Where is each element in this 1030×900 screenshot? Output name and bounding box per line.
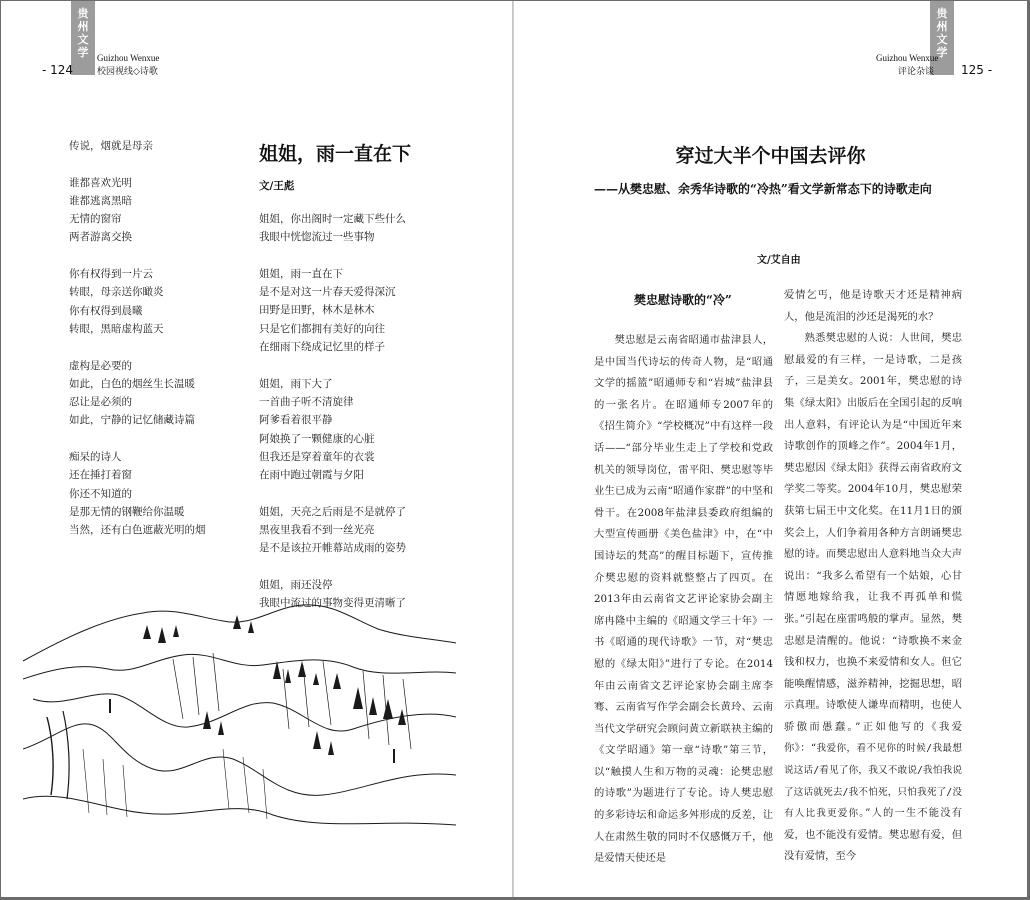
- article-paragraph: [784, 328, 962, 868]
- header-section: 校园视线◇诗歌: [97, 67, 158, 77]
- poem-line: 在雨中跑过朝霞与夕阳: [259, 469, 364, 482]
- poem-line: 在细雨下绕成记忆里的样子: [259, 341, 385, 354]
- poem-line: 你还不知道的: [69, 487, 132, 500]
- poem-line: 一首曲子听不清旋律: [259, 395, 354, 408]
- poem-line: 忍让是必须的: [69, 396, 132, 409]
- page-number: - 124: [42, 63, 74, 77]
- poem-line: 只是它们都拥有美好的向往: [259, 322, 385, 335]
- stanza-break: [259, 558, 406, 576]
- section-heading: 樊忠慰诗歌的“冷”: [634, 293, 732, 307]
- poem-line: 还在捶打着窗: [69, 469, 132, 482]
- poem-line: 你有权得到一片云: [69, 268, 153, 281]
- poem-line: 谁都逃离黑暗: [69, 194, 132, 207]
- article-column-right: [784, 285, 962, 868]
- left-page: [1, 1, 512, 897]
- poem-line: 黑夜里我看不到一丝光亮: [259, 524, 375, 537]
- poem-line: 谁都喜欢光明: [69, 176, 132, 189]
- poem-line: 转眼，母亲送你瞰炎: [69, 286, 164, 299]
- stanza-break: [69, 247, 206, 265]
- poem-line: 姐姐，雨还没停: [259, 578, 333, 591]
- poem-line: 姐姐，天亮之后雨是不是就停了: [259, 505, 406, 518]
- poem-line: 你有权得到晨曦: [69, 304, 143, 317]
- poem-line: 是那无情的钢鞭给你温暖: [69, 505, 185, 518]
- magazine-tab: [71, 1, 95, 75]
- article-column-left: 樊忠慰是云南省昭通市盐津县人，是中国当代诗坛的传奇人物，是“昭通文学的摇篮”昭通师专和“岩城”盐津县的一张名片。在昭通师专2007年的《招生简介》“学校概况”中有这样一段话——“部分毕业生走上了学校和党政机关的领导岗位，雷平阳、樊忠慰等毕业生已成为云南“昭通作家群”的中坚和骨干。在2008年盐津县委政府组编的大型宣传画册《美色盐津》中，在“中国诗坛的梵高”的醒目标题下，宣传推介樊忠慰的资料就整整占了四页。在2013年由云南省文艺评论家协会副主席冉隆中主编的《昭通文学三十年》一书《昭通的现代诗歌》一节，对“樊忠慰的《绿太阳》”进行了专论。在2014年由云南省文艺评论家协会副主席李骞、云南省写作学会副会长黄玲、云南当代文学研究会顾问黄立新联袂主编的《文学昭通》第一章“诗歌”第三节，以“触摸人生和万物的灵魂：论樊忠慰的诗歌”为题进行了专论。诗人樊忠慰的多彩诗坛和命运多舛形成的反差，让人在肃然生敬的同时不仅感慨万千，他是爱情天使还是: [594, 334, 773, 865]
- magazine-tab-text: 贵州文学: [77, 7, 89, 59]
- paragraph-text: 熟悉樊忠慰的人说：人世间，樊忠慰最爱的有三样，一是诗歌，二是孩子，三是美女。2001年，樊忠慰的诗集《绿太阳》出版后在全国引起的反响出人意料，有评论认为是“中国近年来诗歌创作的顶峰之作”。2004年1月，樊忠慰因《绿太阳》获得云南省政府文学奖二等奖。2004年10月，樊忠慰荣获第七届王中文化奖。在11月1日的颁奖会上，人们争着用各种方言朗诵樊忠慰的诗。而樊忠慰出人意料地当众大声说出：“我多么希望有一个姑娘，心甘情愿地嫁给我，让我不再孤单和慌张。”引起在座雷鸣般的掌声。显然，樊忠慰是清醒的。他说：“诗歌换不来金钱和权力，也换不来爱情和女人。但它能唤醒情感，滋养精神，挖掘思想，昭示真理。诗歌使人谦卑而精明，也使人骄傲而愚蠢。”正如他写的《我爱你》：“: [784, 332, 962, 755]
- poem-line: 无情的窗帘: [69, 213, 122, 226]
- poem-line: 虚构是必要的: [69, 359, 132, 372]
- poem-title: 姐姐，雨一直在下: [259, 143, 412, 165]
- poem-line: 田野是田野，林木是林木: [259, 304, 375, 317]
- stanza-break: [259, 484, 406, 502]
- poem-line: 是不是对这一片春天爱得深沉: [259, 286, 396, 299]
- poem-line: 姐姐，你出阁时一定藏下些什么: [259, 213, 406, 225]
- poem-two: [259, 210, 406, 613]
- poem-line: 两者游离交换: [69, 231, 132, 244]
- page-number: 125 -: [961, 63, 993, 77]
- poem-author: 文/王彪: [259, 180, 295, 192]
- poem-line: 阿娘换了一颗健康的心脏: [259, 432, 375, 445]
- poem-line: 姐姐，雨一直在下: [259, 267, 343, 280]
- poem-line: 如此，白色的烟丝生长温暖: [69, 377, 195, 390]
- poem-line: 姐姐，雨下大了: [259, 377, 333, 390]
- stanza-break: [69, 338, 206, 356]
- poem-line: 我眼中流过的事物变得更清晰了: [259, 597, 406, 610]
- stanza-break: [69, 430, 206, 448]
- poem-line: 当然，还有白色遮蔽光明的烟: [69, 524, 206, 537]
- poem-line: 如此，宁静的记忆储藏诗篇: [69, 414, 195, 427]
- article-author: 文/艾自由: [757, 255, 801, 266]
- poem-line: 我眼中恍惚流过一些事物: [259, 231, 375, 244]
- poem-line: 是不是该拉开帷幕站成雨的姿势: [259, 542, 406, 555]
- article-paragraph: 爱情乞丐，他是诗歌天才还是精神病人，他是流泪的沙还是渴死的水？: [784, 289, 962, 323]
- poem-line: 痴呆的诗人: [69, 451, 122, 464]
- header-magazine-name: Guizhou Wenxue: [876, 53, 939, 63]
- landscape-sketch-illustration: [23, 599, 456, 833]
- stanza-break: [259, 247, 406, 265]
- poem-one: [69, 137, 206, 540]
- poem-line: 但我还是穿着童年的衣裳: [259, 450, 375, 463]
- poem-line: 转眼，黑暗虚构蓝天: [69, 322, 164, 335]
- poem-line: 传说，烟就是母亲: [69, 140, 153, 152]
- right-page: [514, 1, 1027, 897]
- stanza-break: [259, 356, 406, 374]
- paragraph-text: ”人的一生不能没有爱，也不能没有爱情。樊忠慰有爱，但没有爱情，至今: [784, 807, 962, 863]
- article-title: 穿过大半个中国去评你: [675, 145, 866, 167]
- poem-quote: 我爱你，看不见你的时候/我最想说这话/看见了你，我又不敢说/我怕我说了这话就死去/我不怕死，只怕我死了/没有人比我更爱你。: [784, 743, 962, 820]
- header-magazine-name: Guizhou Wenxue: [97, 53, 160, 63]
- article-subtitle: ——从樊忠慰、余秀华诗歌的“冷热”看文学新常态下的诗歌走向: [594, 182, 932, 196]
- header-section: 评论杂谈: [898, 67, 935, 77]
- magazine-tab-text: 贵州文学: [936, 7, 948, 59]
- stanza-break: [69, 155, 206, 173]
- poem-line: 阿爹看着很平静: [259, 414, 333, 427]
